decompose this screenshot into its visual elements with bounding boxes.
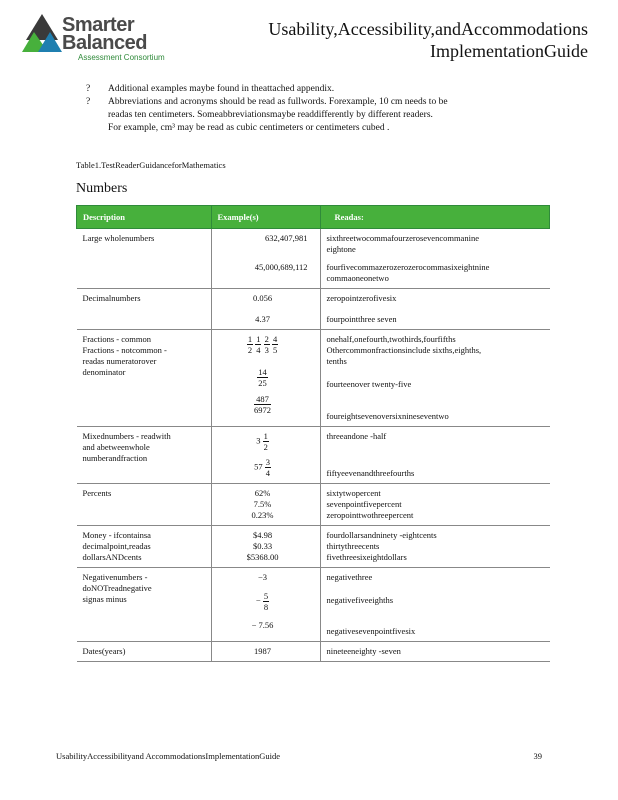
example-value: − 7.56: [251, 620, 274, 630]
description-text: Fractions - common: [82, 334, 151, 344]
bullet-marker: ?: [86, 84, 91, 94]
example-value: 632,407,981: [265, 233, 308, 243]
logo-text-line2: Balanced: [62, 32, 147, 54]
table-row: [77, 642, 550, 662]
column-header: Readas:: [320, 206, 550, 229]
table-row: [77, 568, 550, 642]
bullet-marker: ?: [86, 97, 91, 107]
description-text: Mixednumbers - readwith: [82, 431, 171, 441]
bullet-text: Additional examples maybe found in theattached appendix.: [108, 84, 335, 94]
description-cell: [77, 526, 212, 568]
readas-text: onehalf,onefourth,twothirds,fourfifths: [326, 334, 456, 344]
table-row: [77, 330, 550, 427]
readas-text: zeropointtwothreepercent: [326, 510, 414, 520]
description-text: Dates(years): [82, 646, 126, 656]
bullet-text: readas ten centimeters. Someabbreviationsmaybe readdifferently by different readers.: [108, 110, 433, 120]
section-title: Numbers: [76, 181, 128, 196]
readas-text: fourpointthree seven: [326, 314, 397, 324]
description-cell: [77, 330, 212, 427]
example-value: 7.5%: [253, 499, 272, 509]
page-number: 39: [533, 751, 542, 761]
description-cell: [77, 568, 212, 642]
description-cell: [77, 229, 212, 289]
readas-text: fourteenover twenty-five: [326, 379, 412, 389]
example-value: $4.98: [252, 530, 273, 540]
table-row: [77, 526, 550, 568]
readas-text: nineteeneighty -seven: [326, 646, 401, 656]
readas-text: sevenpointfivepercent: [326, 499, 402, 509]
readas-text: negativefiveeighths: [326, 595, 394, 605]
readas-cell: [320, 229, 550, 289]
readas-cell: [320, 642, 550, 662]
description-cell: [77, 484, 212, 526]
readas-text: commaoneonetwo: [326, 273, 389, 283]
description-text: decimalpoint,readas: [82, 541, 151, 551]
readas-text: fivethreesixeightdollars: [326, 552, 407, 562]
description-text: Money - ifcontainsa: [82, 530, 151, 540]
description-text: Large wholenumbers: [82, 233, 155, 243]
readas-text: thirtythreecents: [326, 541, 380, 551]
readas-text: sixthreetwocommafourzerosevencommanine: [326, 233, 479, 243]
example-cell: [211, 484, 320, 526]
example-value: 0.056: [252, 293, 273, 303]
description-text: Decimalnumbers: [82, 293, 141, 303]
fraction: $\frac{2}{3}$: [264, 334, 269, 355]
mixed-number: 57 $\frac{3}{4}$: [254, 457, 270, 478]
mixed-number: 3 $\frac{1}{2}$: [256, 431, 268, 452]
fraction: $\frac{14}{25}$: [258, 367, 267, 388]
readas-text: zeropointzerofivesix: [326, 293, 397, 303]
column-header: Description: [77, 206, 212, 229]
readas-cell: [320, 526, 550, 568]
fraction: $\frac{487}{6972}$: [254, 394, 271, 415]
table-row: [77, 427, 550, 484]
table-row: [77, 484, 550, 526]
readas-text: eightone: [326, 244, 356, 254]
readas-text: negativesevenpointfivesix: [326, 626, 416, 636]
example-value: 62%: [254, 488, 271, 498]
example-cell: [211, 526, 320, 568]
readas-text: sixtytwopercent: [326, 488, 381, 498]
example-cell: [211, 330, 320, 427]
readas-text: threeandone -half: [326, 431, 387, 441]
table-header-row: [77, 206, 550, 229]
readas-cell: [320, 330, 550, 427]
description-text: Negativenumbers -: [82, 572, 148, 582]
header-title-line1: Usability,Accessibility,andAccommodations: [268, 19, 588, 39]
readas-cell: [320, 484, 550, 526]
description-text: signas minus: [82, 594, 127, 604]
column-header: Example(s): [211, 206, 320, 229]
description-text: and abetweenwhole: [82, 442, 150, 452]
description-text: doNOTreadnegative: [82, 583, 152, 593]
example-cell: [211, 642, 320, 662]
example-value: 1987: [254, 646, 271, 656]
description-text: Fractions - notcommon -: [82, 345, 167, 355]
description-text: numberandfraction: [82, 453, 148, 463]
logo-mark-icon: [22, 12, 62, 54]
readas-cell: [320, 427, 550, 484]
description-text: denominator: [82, 367, 126, 377]
description-text: readas numeratorover: [82, 356, 157, 366]
fraction: $\frac{1}{2}$: [247, 334, 253, 355]
description-text: Percents: [82, 488, 112, 498]
example-value: $0.33: [252, 541, 273, 551]
readas-text: tenths: [326, 356, 347, 366]
footer-title: UsabilityAccessibilityand AccommodationsImplementationGuide: [56, 751, 281, 761]
description-cell: [77, 289, 212, 330]
table-row: [77, 229, 550, 289]
bullet-text: For example, cm³ may be read as cubic centimeters or centimeters cubed .: [108, 123, 390, 133]
readas-text: negativethree: [326, 572, 373, 582]
readas-text: foureightsevenoversixnineseventwo: [326, 411, 449, 421]
readas-text: fourdollarsandninety -eightcents: [326, 530, 437, 540]
readas-cell: [320, 568, 550, 642]
description-cell: [77, 427, 212, 484]
logo-text-line1: Smarter: [62, 14, 135, 36]
bullet-text: Abbreviations and acronyms should be read as fullwords. Forexample, 10 cm needs to be: [108, 97, 448, 107]
negative-fraction: − $\frac{5}{8}$: [255, 591, 269, 612]
example-value: 4.37: [255, 314, 270, 324]
example-cell: [211, 568, 320, 642]
fraction: $\frac{4}{5}$: [272, 334, 278, 355]
header-title-line2: ImplementationGuide: [430, 41, 588, 61]
logo-text-line3: Assessment Consortium: [78, 53, 165, 62]
readas-text: fiftyeevenandthreefourths: [326, 468, 415, 478]
example-cell: [211, 289, 320, 330]
example-value: 45,000,689,112: [254, 262, 308, 272]
readas-text: fourfivecommazerozerozerocommasixeightnine: [326, 262, 490, 272]
example-value: $5368.00: [246, 552, 279, 562]
page-header-title: [268, 18, 588, 62]
description-cell: [77, 642, 212, 662]
reader-guidance-table: [76, 205, 550, 662]
logo: [22, 12, 192, 64]
fraction: $\frac{1}{4}$: [256, 334, 261, 355]
table-caption: Table1.TestReaderGuidanceforMathematics: [76, 160, 226, 170]
example-value: 0.23%: [251, 510, 274, 520]
table-row: [77, 289, 550, 330]
example-value: −3: [257, 572, 268, 582]
readas-text: Othercommonfractionsinclude sixths,eighths,: [326, 345, 482, 355]
description-text: dollarsANDcents: [82, 552, 142, 562]
example-cell: [211, 427, 320, 484]
readas-cell: [320, 289, 550, 330]
example-cell: [211, 229, 320, 289]
